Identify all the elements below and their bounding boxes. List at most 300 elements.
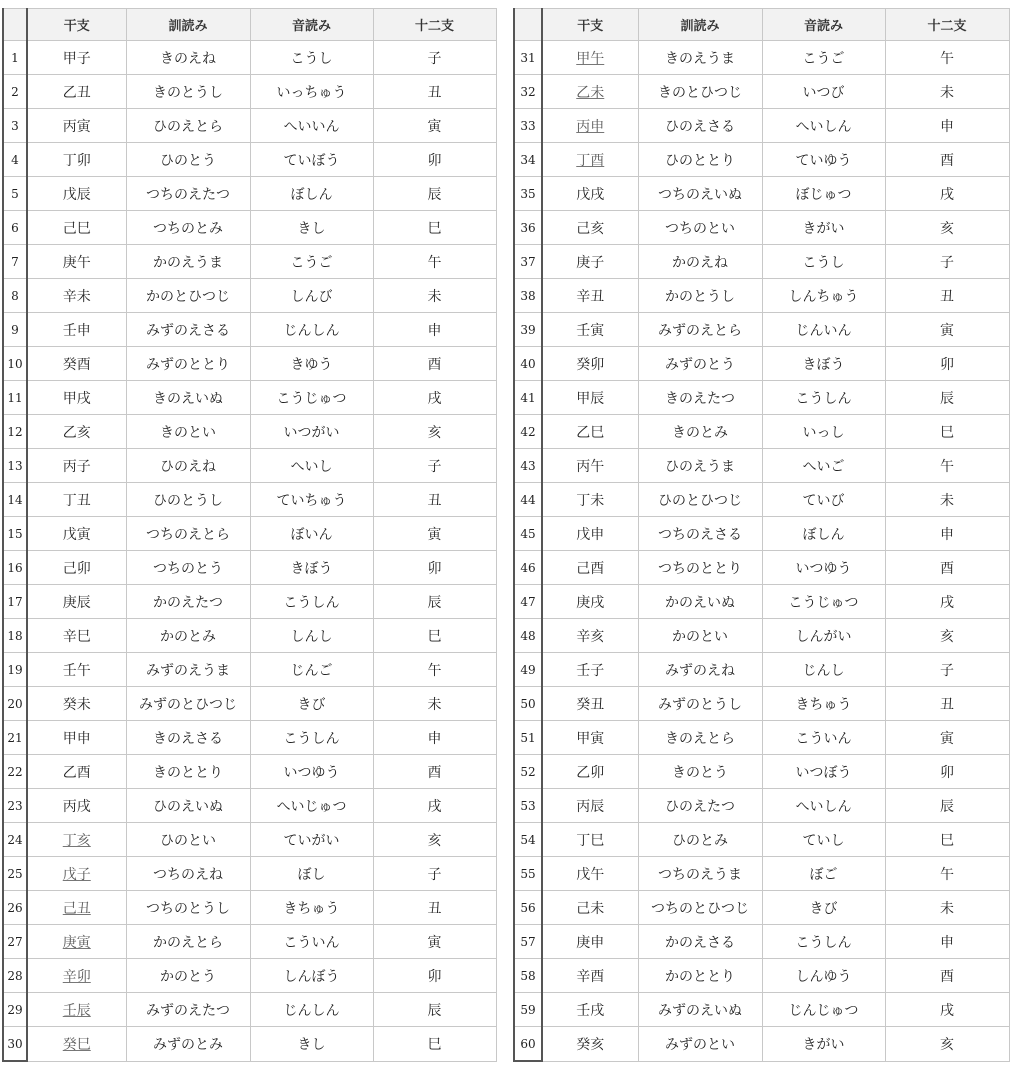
kanshi-cell: 丁未 <box>542 483 638 517</box>
junishi-cell: 亥 <box>885 1027 1009 1062</box>
table-row <box>3 789 496 823</box>
row-number-header <box>3 9 27 41</box>
kun-reading-cell: みずのとみ <box>126 1027 250 1062</box>
table-row <box>3 41 496 75</box>
kun-reading-cell: かのえとら <box>126 925 250 959</box>
table-row <box>514 517 1009 551</box>
row-number-cell: 29 <box>3 993 27 1027</box>
row-number-cell: 52 <box>514 755 542 789</box>
row-number-cell: 11 <box>3 381 27 415</box>
junishi-cell: 子 <box>885 245 1009 279</box>
on-reading-cell: きゆう <box>250 347 373 381</box>
table-row <box>514 959 1009 993</box>
junishi-cell: 巳 <box>373 619 496 653</box>
on-reading-cell: ていぼう <box>250 143 373 177</box>
kanshi-cell[interactable]: 己丑 <box>27 891 126 925</box>
on-reading-cell: いっし <box>762 415 885 449</box>
table-row <box>514 245 1009 279</box>
kun-reading-cell: きのとう <box>638 755 762 789</box>
junishi-cell: 午 <box>885 857 1009 891</box>
on-reading-cell: いつび <box>762 75 885 109</box>
row-number-cell: 54 <box>514 823 542 857</box>
kun-reading-cell: きのえたつ <box>638 381 762 415</box>
kun-reading-cell: かのとひつじ <box>126 279 250 313</box>
row-number-cell: 3 <box>3 109 27 143</box>
kun-reading-cell: かのえいぬ <box>638 585 762 619</box>
junishi-cell: 子 <box>885 653 1009 687</box>
kun-reading-cell: みずのえいぬ <box>638 993 762 1027</box>
row-number-cell: 23 <box>3 789 27 823</box>
row-number-cell: 10 <box>3 347 27 381</box>
kun-reading-cell: みずのとうし <box>638 687 762 721</box>
kun-reading-cell: つちのととり <box>638 551 762 585</box>
on-reading-cell: きぼう <box>762 347 885 381</box>
kanshi-cell[interactable]: 庚寅 <box>27 925 126 959</box>
row-number-cell: 50 <box>514 687 542 721</box>
junishi-cell: 酉 <box>885 551 1009 585</box>
column-header-kun[interactable]: 訓読み <box>126 9 250 41</box>
row-number-cell: 16 <box>3 551 27 585</box>
kanshi-cell: 癸丑 <box>542 687 638 721</box>
table-row <box>514 1027 1009 1062</box>
kanshi-cell: 庚子 <box>542 245 638 279</box>
table-row <box>514 347 1009 381</box>
row-number-cell: 15 <box>3 517 27 551</box>
table-row <box>3 925 496 959</box>
row-number-cell: 5 <box>3 177 27 211</box>
junishi-cell: 卯 <box>885 755 1009 789</box>
row-number-cell: 28 <box>3 959 27 993</box>
on-reading-cell: ぼし <box>250 857 373 891</box>
kun-reading-cell: つちのえうま <box>638 857 762 891</box>
table-row <box>3 993 496 1027</box>
junishi-cell: 酉 <box>373 347 496 381</box>
column-header-junishi[interactable]: 十二支 <box>373 9 496 41</box>
kanshi-cell: 丁丑 <box>27 483 126 517</box>
on-reading-cell: こうご <box>250 245 373 279</box>
table-row <box>514 755 1009 789</box>
kanshi-cell: 丙寅 <box>27 109 126 143</box>
kanshi-cell: 辛未 <box>27 279 126 313</box>
on-reading-cell: ていがい <box>250 823 373 857</box>
on-reading-cell: いつぼう <box>762 755 885 789</box>
kanshi-cell: 乙丑 <box>27 75 126 109</box>
on-reading-cell: こうご <box>762 41 885 75</box>
kun-reading-cell: かのとうし <box>638 279 762 313</box>
on-reading-cell: きちゅう <box>762 687 885 721</box>
kun-reading-cell: みずのえたつ <box>126 993 250 1027</box>
column-header-junishi[interactable]: 十二支 <box>885 9 1009 41</box>
table-row <box>3 1027 496 1062</box>
kun-reading-cell: きのえとら <box>638 721 762 755</box>
table-row <box>3 381 496 415</box>
junishi-cell: 巳 <box>373 1027 496 1062</box>
kun-reading-cell: かのとう <box>126 959 250 993</box>
junishi-cell: 寅 <box>373 925 496 959</box>
junishi-cell: 巳 <box>885 415 1009 449</box>
row-number-cell: 19 <box>3 653 27 687</box>
on-reading-cell: へいしん <box>762 789 885 823</box>
on-reading-cell: いつがい <box>250 415 373 449</box>
kanshi-cell[interactable]: 壬辰 <box>27 993 126 1027</box>
on-reading-cell: へいじゅつ <box>250 789 373 823</box>
kun-reading-cell: ひのとうし <box>126 483 250 517</box>
junishi-cell: 未 <box>373 279 496 313</box>
table-row <box>3 279 496 313</box>
on-reading-cell: きがい <box>762 211 885 245</box>
on-reading-cell: いつゆう <box>762 551 885 585</box>
junishi-cell: 卯 <box>373 551 496 585</box>
kun-reading-cell: つちのえたつ <box>126 177 250 211</box>
row-number-cell: 38 <box>514 279 542 313</box>
table-row <box>3 619 496 653</box>
kun-reading-cell: つちのとい <box>638 211 762 245</box>
row-number-cell: 42 <box>514 415 542 449</box>
table-row <box>514 551 1009 585</box>
kanshi-cell[interactable]: 丁亥 <box>27 823 126 857</box>
table-row <box>514 41 1009 75</box>
on-reading-cell: ぼいん <box>250 517 373 551</box>
kun-reading-cell: ひのとみ <box>638 823 762 857</box>
row-number-cell: 36 <box>514 211 542 245</box>
on-reading-cell: へいご <box>762 449 885 483</box>
kanshi-cell: 己亥 <box>542 211 638 245</box>
kanshi-cell: 己卯 <box>27 551 126 585</box>
table-row <box>514 143 1009 177</box>
kun-reading-cell: ひのとい <box>126 823 250 857</box>
table-row <box>3 483 496 517</box>
column-header-kanshi[interactable]: 干支 <box>27 9 126 41</box>
on-reading-cell: こうじゅつ <box>250 381 373 415</box>
junishi-cell: 卯 <box>885 347 1009 381</box>
junishi-cell: 丑 <box>373 483 496 517</box>
kun-reading-cell: つちのえね <box>126 857 250 891</box>
on-reading-cell: じんし <box>762 653 885 687</box>
junishi-cell: 申 <box>885 109 1009 143</box>
kanshi-cell[interactable]: 辛卯 <box>27 959 126 993</box>
junishi-cell: 申 <box>373 721 496 755</box>
on-reading-cell: いっちゅう <box>250 75 373 109</box>
kun-reading-cell: つちのとひつじ <box>638 891 762 925</box>
kanshi-cell[interactable]: 丁酉 <box>542 143 638 177</box>
kun-reading-cell: かのとみ <box>126 619 250 653</box>
kanshi-cell: 壬申 <box>27 313 126 347</box>
on-reading-cell: きし <box>250 1027 373 1062</box>
table-row <box>3 857 496 891</box>
on-reading-cell: しんぼう <box>250 959 373 993</box>
row-number-cell: 57 <box>514 925 542 959</box>
row-number-cell: 13 <box>3 449 27 483</box>
table-row <box>514 449 1009 483</box>
kun-reading-cell: ひのえうま <box>638 449 762 483</box>
kun-reading-cell: つちのとうし <box>126 891 250 925</box>
table-row <box>3 211 496 245</box>
on-reading-cell: きび <box>250 687 373 721</box>
kanshi-cell[interactable]: 甲午 <box>542 41 638 75</box>
kanshi-cell: 乙卯 <box>542 755 638 789</box>
table-row <box>514 823 1009 857</box>
row-number-cell: 51 <box>514 721 542 755</box>
kun-reading-cell: ひのととり <box>638 143 762 177</box>
on-reading-cell: きちゅう <box>250 891 373 925</box>
row-number-cell: 34 <box>514 143 542 177</box>
kun-reading-cell: きのとみ <box>638 415 762 449</box>
kanshi-cell: 戊辰 <box>27 177 126 211</box>
table-row <box>514 891 1009 925</box>
kanshi-cell: 乙亥 <box>27 415 126 449</box>
junishi-cell: 寅 <box>373 517 496 551</box>
junishi-cell: 申 <box>885 925 1009 959</box>
kun-reading-cell: つちのえとら <box>126 517 250 551</box>
kun-reading-cell: かのえうま <box>126 245 250 279</box>
kanshi-cell: 辛酉 <box>542 959 638 993</box>
junishi-cell: 巳 <box>373 211 496 245</box>
table-row <box>514 109 1009 143</box>
kun-reading-cell: みずのとひつじ <box>126 687 250 721</box>
table-row <box>3 959 496 993</box>
junishi-cell: 戌 <box>885 585 1009 619</box>
row-number-cell: 35 <box>514 177 542 211</box>
table-row <box>3 313 496 347</box>
kun-reading-cell: かのととり <box>638 959 762 993</box>
on-reading-cell: ぼしん <box>762 517 885 551</box>
kanshi-cell: 己巳 <box>27 211 126 245</box>
kun-reading-cell: みずのえね <box>638 653 762 687</box>
on-reading-cell: ていゆう <box>762 143 885 177</box>
kanshi-cell: 癸亥 <box>542 1027 638 1062</box>
junishi-cell: 丑 <box>373 75 496 109</box>
junishi-cell: 丑 <box>885 279 1009 313</box>
table-row <box>3 653 496 687</box>
row-number-cell: 9 <box>3 313 27 347</box>
kun-reading-cell: つちのとみ <box>126 211 250 245</box>
kun-reading-cell: ひのえさる <box>638 109 762 143</box>
kanshi-cell: 丁卯 <box>27 143 126 177</box>
junishi-cell: 子 <box>373 41 496 75</box>
kanshi-cell: 丙辰 <box>542 789 638 823</box>
header-row <box>514 9 1009 41</box>
junishi-cell: 子 <box>373 857 496 891</box>
on-reading-cell: へいいん <box>250 109 373 143</box>
table-row <box>514 653 1009 687</box>
table-row <box>3 551 496 585</box>
column-header-on[interactable]: 音読み <box>762 9 885 41</box>
kanshi-cell: 戊午 <box>542 857 638 891</box>
row-number-cell: 21 <box>3 721 27 755</box>
kanshi-cell: 甲申 <box>27 721 126 755</box>
kun-reading-cell: きのえいぬ <box>126 381 250 415</box>
on-reading-cell: きし <box>250 211 373 245</box>
kanshi-cell: 己酉 <box>542 551 638 585</box>
row-number-cell: 53 <box>514 789 542 823</box>
column-header-kanshi[interactable]: 干支 <box>542 9 638 41</box>
on-reading-cell: じんしん <box>250 313 373 347</box>
on-reading-cell: しんゆう <box>762 959 885 993</box>
table-row <box>3 75 496 109</box>
table-row <box>514 925 1009 959</box>
row-number-cell: 60 <box>514 1027 542 1062</box>
on-reading-cell: ぼご <box>762 857 885 891</box>
junishi-cell: 午 <box>373 653 496 687</box>
on-reading-cell: しんがい <box>762 619 885 653</box>
row-number-cell: 20 <box>3 687 27 721</box>
kanshi-cell: 乙巳 <box>542 415 638 449</box>
on-reading-cell: へいし <box>250 449 373 483</box>
kanshi-cell: 壬戌 <box>542 993 638 1027</box>
kanshi-cell: 甲辰 <box>542 381 638 415</box>
junishi-cell: 辰 <box>885 381 1009 415</box>
row-number-cell: 59 <box>514 993 542 1027</box>
row-number-cell: 45 <box>514 517 542 551</box>
junishi-cell: 辰 <box>373 993 496 1027</box>
kanshi-cell: 癸酉 <box>27 347 126 381</box>
junishi-cell: 辰 <box>373 177 496 211</box>
on-reading-cell: きがい <box>762 1027 885 1062</box>
row-number-cell: 49 <box>514 653 542 687</box>
kun-reading-cell: かのえね <box>638 245 762 279</box>
on-reading-cell: きぼう <box>250 551 373 585</box>
kun-reading-cell: ひのとひつじ <box>638 483 762 517</box>
kanshi-cell[interactable]: 戊子 <box>27 857 126 891</box>
kanshi-cell: 戊申 <box>542 517 638 551</box>
on-reading-cell: ぼじゅつ <box>762 177 885 211</box>
kun-reading-cell: みずのとう <box>638 347 762 381</box>
table-row <box>3 449 496 483</box>
junishi-cell: 丑 <box>373 891 496 925</box>
on-reading-cell: じんじゅつ <box>762 993 885 1027</box>
kun-reading-cell: つちのえさる <box>638 517 762 551</box>
kanshi-cell: 庚申 <box>542 925 638 959</box>
kanshi-cell: 壬子 <box>542 653 638 687</box>
on-reading-cell: へいしん <box>762 109 885 143</box>
kanshi-cell: 戊寅 <box>27 517 126 551</box>
row-number-cell: 22 <box>3 755 27 789</box>
kanshi-cell: 庚午 <box>27 245 126 279</box>
on-reading-cell: こうしん <box>250 585 373 619</box>
junishi-cell: 寅 <box>885 313 1009 347</box>
kanshi-cell[interactable]: 乙未 <box>542 75 638 109</box>
row-number-cell: 55 <box>514 857 542 891</box>
junishi-cell: 巳 <box>885 823 1009 857</box>
row-number-cell: 41 <box>514 381 542 415</box>
table-row <box>514 75 1009 109</box>
kun-reading-cell: つちのえいぬ <box>638 177 762 211</box>
table-row <box>3 585 496 619</box>
row-number-cell: 17 <box>3 585 27 619</box>
on-reading-cell: こうじゅつ <box>762 585 885 619</box>
on-reading-cell: ていちゅう <box>250 483 373 517</box>
on-reading-cell: じんいん <box>762 313 885 347</box>
column-header-kun[interactable]: 訓読み <box>638 9 762 41</box>
junishi-cell: 戌 <box>885 177 1009 211</box>
kanshi-cell: 癸未 <box>27 687 126 721</box>
junishi-cell: 午 <box>885 41 1009 75</box>
on-reading-cell: じんしん <box>250 993 373 1027</box>
kanshi-cell: 辛丑 <box>542 279 638 313</box>
table-row <box>3 177 496 211</box>
on-reading-cell: しんび <box>250 279 373 313</box>
kun-reading-cell: きのとひつじ <box>638 75 762 109</box>
junishi-cell: 寅 <box>373 109 496 143</box>
header-row <box>3 9 496 41</box>
junishi-cell: 申 <box>885 517 1009 551</box>
junishi-cell: 亥 <box>885 619 1009 653</box>
on-reading-cell: こういん <box>762 721 885 755</box>
row-number-cell: 4 <box>3 143 27 177</box>
on-reading-cell: こうしん <box>250 721 373 755</box>
on-reading-cell: しんし <box>250 619 373 653</box>
on-reading-cell: こうし <box>762 245 885 279</box>
kun-reading-cell: きのえさる <box>126 721 250 755</box>
kanshi-cell: 庚辰 <box>27 585 126 619</box>
row-number-cell: 7 <box>3 245 27 279</box>
row-number-cell: 47 <box>514 585 542 619</box>
on-reading-cell: じんご <box>250 653 373 687</box>
row-number-cell: 14 <box>3 483 27 517</box>
kanshi-cell[interactable]: 癸巳 <box>27 1027 126 1062</box>
junishi-cell: 丑 <box>885 687 1009 721</box>
row-number-cell: 18 <box>3 619 27 653</box>
kun-reading-cell: かのえたつ <box>126 585 250 619</box>
table-row <box>3 109 496 143</box>
row-number-cell: 8 <box>3 279 27 313</box>
row-number-cell: 24 <box>3 823 27 857</box>
row-number-cell: 12 <box>3 415 27 449</box>
kun-reading-cell: ひのとう <box>126 143 250 177</box>
row-number-cell: 40 <box>514 347 542 381</box>
kanshi-cell: 壬午 <box>27 653 126 687</box>
kanshi-cell: 甲戌 <box>27 381 126 415</box>
kun-reading-cell: みずのえさる <box>126 313 250 347</box>
table-row <box>3 721 496 755</box>
table-row <box>514 415 1009 449</box>
kun-reading-cell: かのえさる <box>638 925 762 959</box>
row-number-cell: 58 <box>514 959 542 993</box>
table-row <box>3 755 496 789</box>
table-row <box>514 857 1009 891</box>
table-row <box>3 143 496 177</box>
on-reading-cell: こういん <box>250 925 373 959</box>
table-row <box>3 823 496 857</box>
kun-reading-cell: みずのととり <box>126 347 250 381</box>
column-header-on[interactable]: 音読み <box>250 9 373 41</box>
kun-reading-cell: ひのえたつ <box>638 789 762 823</box>
kun-reading-cell: きのとうし <box>126 75 250 109</box>
kanshi-cell: 癸卯 <box>542 347 638 381</box>
kanshi-cell: 丙戌 <box>27 789 126 823</box>
table-row <box>514 483 1009 517</box>
junishi-cell: 卯 <box>373 143 496 177</box>
kanshi-cell: 乙酉 <box>27 755 126 789</box>
kun-reading-cell: きのととり <box>126 755 250 789</box>
junishi-cell: 戌 <box>373 381 496 415</box>
on-reading-cell: いつゆう <box>250 755 373 789</box>
on-reading-cell: ぼしん <box>250 177 373 211</box>
kun-reading-cell: ひのえとら <box>126 109 250 143</box>
kanshi-cell[interactable]: 丙申 <box>542 109 638 143</box>
kanshi-cell: 辛巳 <box>27 619 126 653</box>
junishi-cell: 午 <box>373 245 496 279</box>
table-row <box>3 245 496 279</box>
row-number-cell: 33 <box>514 109 542 143</box>
row-number-cell: 46 <box>514 551 542 585</box>
kun-reading-cell: きのとい <box>126 415 250 449</box>
junishi-cell: 未 <box>885 891 1009 925</box>
kanshi-cell: 戊戌 <box>542 177 638 211</box>
table-row <box>514 619 1009 653</box>
kun-reading-cell: きのえね <box>126 41 250 75</box>
junishi-cell: 午 <box>885 449 1009 483</box>
